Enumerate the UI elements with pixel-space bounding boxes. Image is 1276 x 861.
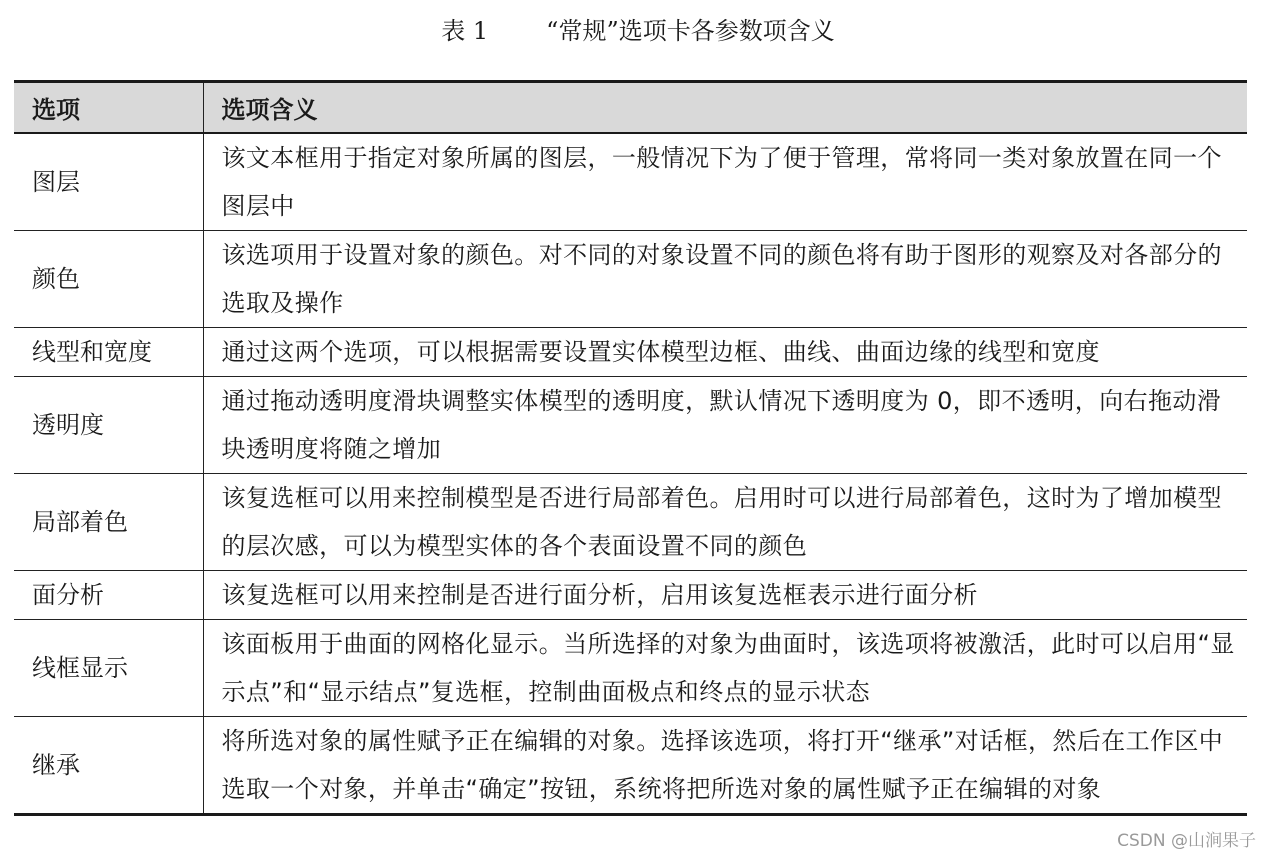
csdn-watermark: CSDN @山涧果子 bbox=[1117, 831, 1256, 851]
table-row bbox=[14, 473, 1247, 570]
option-description: 通过这两个选项，可以根据需要设置实体模型边框、曲线、曲面边缘的线型和宽度 bbox=[203, 327, 1247, 376]
option-description: 该面板用于曲面的网格化显示。当所选择的对象为曲面时，该选项将被激活，此时可以启用“显示点”和“显示结点”复选框，控制曲面极点和终点的显示状态 bbox=[203, 619, 1247, 716]
table-row bbox=[14, 619, 1247, 716]
table-caption bbox=[0, 14, 1276, 48]
option-description: 该复选框可以用来控制是否进行面分析，启用该复选框表示进行面分析 bbox=[203, 570, 1247, 619]
option-description: 将所选对象的属性赋予正在编辑的对象。选择该选项，将打开“继承”对话框，然后在工作区中选取一个对象，并单击“确定”按钮，系统将把所选对象的属性赋予正在编辑的对象 bbox=[203, 716, 1247, 814]
table-row bbox=[14, 716, 1247, 814]
table-header-row bbox=[14, 82, 1247, 133]
option-name: 局部着色 bbox=[14, 473, 203, 570]
header-meaning: 选项含义 bbox=[203, 82, 1247, 133]
option-description: 通过拖动透明度滑块调整实体模型的透明度，默认情况下透明度为 0，即不透明，向右拖动滑块透明度将随之增加 bbox=[203, 376, 1247, 473]
option-description: 该文本框用于指定对象所属的图层，一般情况下为了便于管理，常将同一类对象放置在同一个图层中 bbox=[203, 133, 1247, 231]
parameter-table-container bbox=[14, 80, 1247, 816]
option-name: 继承 bbox=[14, 716, 203, 814]
option-name: 透明度 bbox=[14, 376, 203, 473]
table-row bbox=[14, 570, 1247, 619]
option-name: 线型和宽度 bbox=[14, 327, 203, 376]
table-row bbox=[14, 327, 1247, 376]
table-title: “常规”选项卡各参数项含义 bbox=[546, 17, 835, 45]
table-row bbox=[14, 376, 1247, 473]
option-name: 面分析 bbox=[14, 570, 203, 619]
option-name: 颜色 bbox=[14, 230, 203, 327]
table-number: 表 1 bbox=[441, 17, 489, 45]
option-description: 该复选框可以用来控制模型是否进行局部着色。启用时可以进行局部着色，这时为了增加模型的层次感，可以为模型实体的各个表面设置不同的颜色 bbox=[203, 473, 1247, 570]
option-description: 该选项用于设置对象的颜色。对不同的对象设置不同的颜色将有助于图形的观察及对各部分的选取及操作 bbox=[203, 230, 1247, 327]
table-row bbox=[14, 230, 1247, 327]
option-name: 线框显示 bbox=[14, 619, 203, 716]
header-option: 选项 bbox=[14, 82, 203, 133]
parameter-table bbox=[14, 80, 1247, 816]
table-row bbox=[14, 133, 1247, 231]
option-name: 图层 bbox=[14, 133, 203, 231]
